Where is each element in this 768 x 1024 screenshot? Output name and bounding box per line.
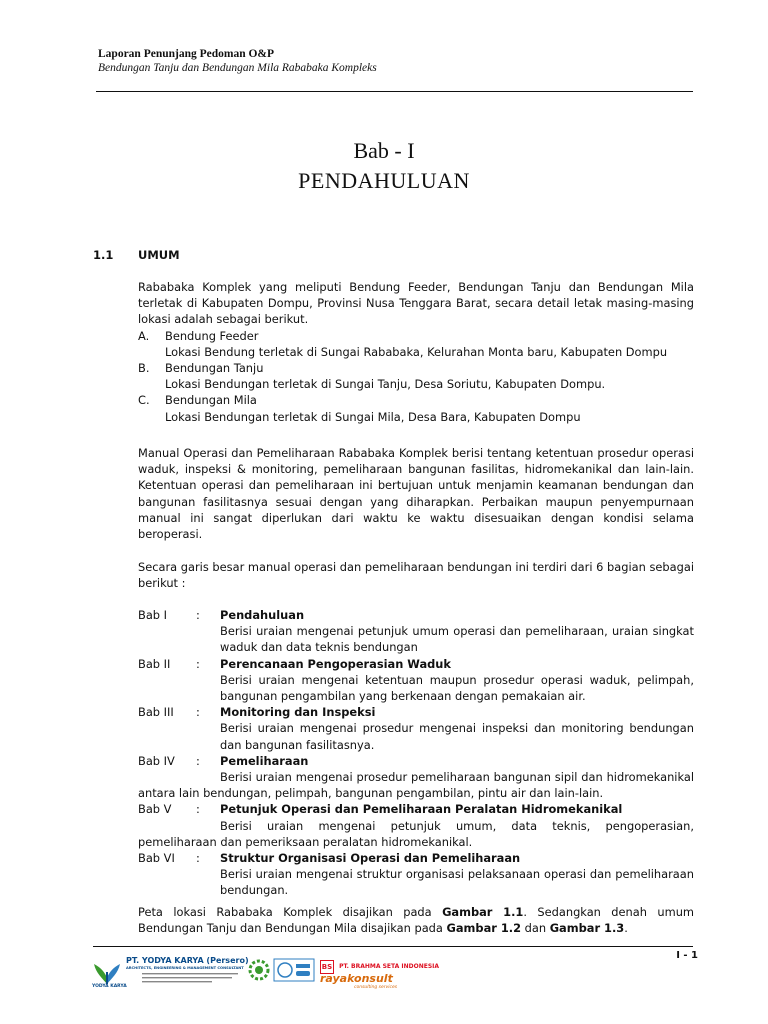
figure-ref-1-3: Gambar 1.3 [549, 921, 625, 936]
chapter-entry-desc: Berisi uraian mengenai prosedur mengenai inspeksi dan monitoring bendungan dan bangunan fasilitasnya. [220, 721, 694, 752]
location-letter: C. [138, 393, 150, 408]
chapter-colon: : [196, 705, 200, 720]
chapter-entry-title: Pemeliharaan [220, 753, 309, 768]
chapter-entry-6 [138, 850, 694, 899]
location-item-c [138, 392, 694, 424]
section-number: 1.1 [93, 248, 114, 262]
footer-logos [92, 954, 492, 994]
chapter-entry-title: Pendahuluan [220, 608, 305, 622]
chapter-label: Bab VI [138, 851, 175, 866]
figure-ref-1-2: Gambar 1.2 [446, 921, 522, 936]
chapter-entry-title: Petunjuk Operasi dan Pemeliharaan Peralatan Hidromekanikal [220, 802, 623, 817]
chapter-label: Bab I [138, 608, 168, 622]
chapter-entry-desc: Berisi uraian mengenai struktur organisasi pelaksanaan operasi dan pemeliharaan bendungan. [220, 867, 694, 898]
chapter-entry-title: Perencanaan Pengoperasian Waduk [220, 656, 451, 671]
location-letter: A. [138, 328, 150, 343]
yodya-logo-label: YODYA KARYA [92, 984, 127, 989]
chapter-entry-title: Monitoring dan Inspeksi [220, 705, 376, 720]
header-project-title: Bendungan Tanju dan Bendungan Mila Rababaka Kompleks [98, 62, 377, 74]
chapter-entry-desc: Berisi uraian mengenai petunjuk umum, data teknis, pengoperasian, pemeliharaan dan pemeriksaan peralatan hidromekanikal. [138, 818, 694, 849]
chapter-colon: : [196, 802, 200, 817]
chapter-colon: : [196, 608, 200, 622]
closing-text-1: Peta lokasi Rababaka Komplek disajikan pada [138, 905, 443, 919]
header-divider [96, 91, 693, 92]
header-report-title: Laporan Penunjang Pedoman O&P [98, 48, 275, 60]
footer-divider [93, 946, 693, 947]
closing-paragraph [138, 904, 694, 936]
manual-description-paragraph: Manual Operasi dan Pemeliharaan Rababaka Komplek berisi tentang ketentuan prosedur operasi waduk, inspeksi & monitoring, pemeliharaan bangunan fasilitas, hidromekanikal dan lain-lain. Ketentuan operasi dan pemeliharaan ini bertujuan untuk menjamin keamanan bendungan dan bangunan fasilitasnya sesuai dengan yang diharapkan. Perbaikan maupun penyempurnaan manual ini sangat diperlukan dari waktu ke waktu disesuaikan dengan kondisi selama beroperasi. [138, 446, 694, 542]
chapter-number: Bab - I [353, 138, 415, 163]
chapter-entry-desc: Berisi uraian mengenai ketentuan maupun prosedur operasi waduk, pelimpah, bangunan pengambilan yang berkenaan dengan pemakaian air. [220, 672, 694, 704]
document-header [98, 47, 698, 75]
address-lines-icon [142, 972, 242, 986]
location-item-b [138, 360, 694, 392]
closing-text-2: . Sedangkan denah umum Bendungan Tanju dan Bendungan Mila disajikan pada [138, 905, 695, 936]
yodya-address-block [142, 972, 252, 987]
chapter-entry-4 [138, 753, 694, 802]
chapter-entry-title: Struktur Organisasi Operasi dan Pemeliharaan [220, 851, 521, 866]
chapter-label: Bab III [138, 705, 174, 720]
chapter-colon: : [196, 851, 200, 866]
closing-text-4: . [624, 921, 628, 936]
brahma-seta-name: PT. BRAHMA SETA INDONESIA [339, 963, 440, 970]
location-title: Bendungan Mila [165, 393, 257, 408]
location-title: Bendungan Tanju [165, 361, 264, 376]
rayakonsult-tagline: consulting services [354, 985, 398, 990]
chapter-list [138, 607, 694, 899]
figure-ref-1-1: Gambar 1.1 [442, 905, 524, 919]
chapter-title: PENDAHULUAN [298, 168, 470, 193]
chapter-entry-5 [138, 801, 694, 850]
chapter-entry-1 [138, 607, 694, 656]
section-heading: UMUM [138, 248, 180, 262]
outline-intro-block [138, 559, 694, 591]
chapter-entry-3 [138, 704, 694, 753]
brahma-seta-logo-icon: BS [320, 960, 334, 974]
location-desc: Lokasi Bendung terletak di Sungai Rababaka, Kelurahan Monta baru, Kabupaten Dompu [165, 344, 668, 359]
outline-intro-paragraph: Secara garis besar manual operasi dan pemeliharaan bendungan ini terdiri dari 6 bagian sebagai berikut : [138, 560, 694, 591]
chapter-entry-2 [138, 656, 694, 705]
manual-paragraph-block [138, 445, 694, 542]
closing-text-3: dan [521, 921, 550, 936]
yodya-company-subtitle: ARCHITECTS, ENGINEERING & MANAGEMENT CONSULTANT [126, 966, 244, 970]
intro-paragraph: Rababaka Komplek yang meliputi Bendung Feeder, Bendungan Tanju dan Bendungan Mila terletak di Kabupaten Dompu, Provinsi Nusa Tenggara Barat, secara detail letak masing-masing lokasi adalah sebagai berikut. [138, 280, 694, 327]
chapter-entry-desc: Berisi uraian mengenai prosedur pemeliharaan bangunan sipil dan hidromekanikal antara lain bendungan, pelimpah, bangunan pengambilan, pintu air dan lain-lain. [138, 770, 694, 801]
chapter-entry-desc: Berisi uraian mengenai petunjuk umum operasi dan pemeliharaan, uraian singkat waduk dan data teknis bendungan [220, 624, 694, 655]
chapter-label: Bab V [138, 802, 172, 817]
kan-accreditation-logo-icon [273, 958, 315, 982]
chapter-colon: : [196, 656, 200, 671]
chapter-label: Bab IV [138, 753, 175, 768]
page-number: I - 1 [676, 950, 698, 961]
location-item-a [138, 328, 694, 360]
chapter-colon: : [196, 753, 200, 768]
yodya-company-name: PT. YODYA KARYA (Persero) [126, 956, 249, 965]
location-desc: Lokasi Bendungan terletak di Sungai Tanju, Desa Soriutu, Kabupaten Dompu. [165, 377, 606, 392]
location-desc: Lokasi Bendungan terletak di Sungai Mila, Desa Bara, Kabupaten Dompu [165, 409, 581, 424]
location-letter: B. [138, 361, 150, 376]
intro-block [138, 279, 694, 425]
location-title: Bendung Feeder [165, 328, 259, 343]
rayakonsult-logo: rayakonsult [320, 972, 393, 985]
chapter-label: Bab II [138, 656, 171, 671]
gear-certification-logo-icon [247, 958, 271, 982]
